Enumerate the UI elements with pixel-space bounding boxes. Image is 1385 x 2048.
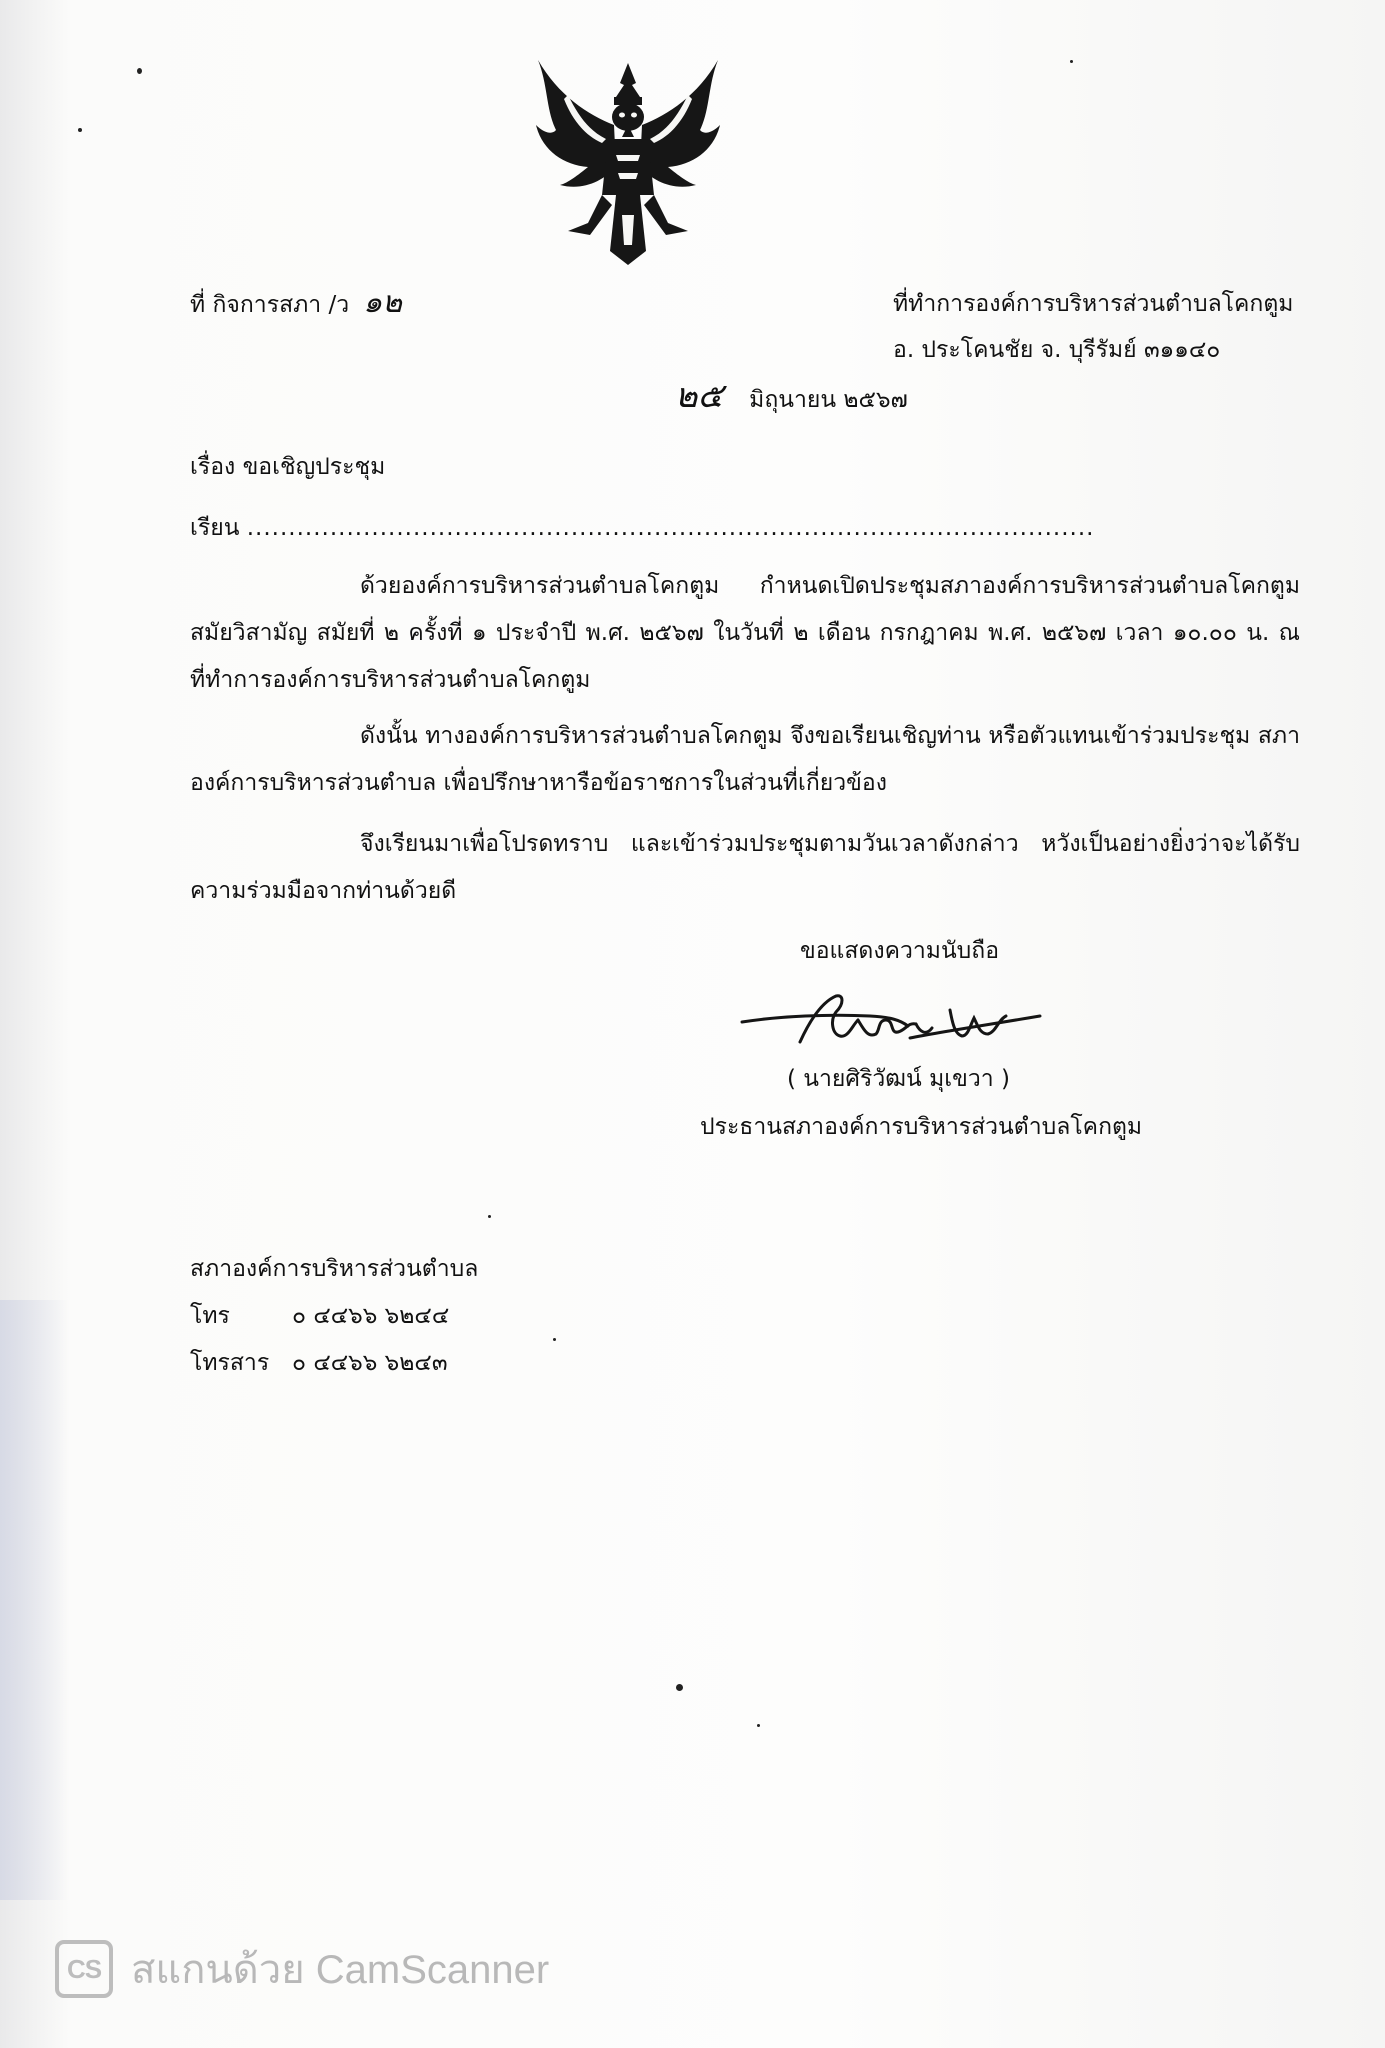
office-address: [893, 281, 1293, 373]
closing-regards: ขอแสดงความนับถือ: [800, 938, 1000, 964]
office-address-line2: อ. ประโคนชัย จ. บุรีรัมย์ ๓๑๑๔๐: [893, 337, 1221, 363]
document-number-value: ๑๒: [363, 285, 402, 320]
handwritten-signature: [740, 990, 1050, 1065]
recipient-label: เรียน: [190, 515, 240, 541]
camscanner-watermark-text: สแกนด้วย CamScanner: [131, 1948, 550, 1992]
camscanner-logo-icon: CS: [55, 1940, 113, 1998]
subject-value: ขอเชิญประชุม: [242, 454, 386, 480]
subject-line: [190, 452, 385, 482]
body-paragraph-2: [190, 713, 1300, 807]
scan-speck: [676, 1684, 683, 1691]
signatory-name: ( นายศิริวัฒน์ มุเขวา ): [787, 1066, 1010, 1092]
scan-speck: [757, 1724, 760, 1727]
scan-speck: [1070, 60, 1073, 63]
document-number-label: ที่ กิจการสภา /ว: [190, 292, 350, 318]
scan-edge-shadow: [0, 1300, 70, 1900]
contact-fax-row: [190, 1340, 478, 1387]
contact-department: สภาองค์การบริหารส่วนตำบล: [190, 1256, 479, 1282]
paragraph-2-text: ดังนั้น ทางองค์การบริหารส่วนตำบลโคกตูม จึงขอเรียนเชิญท่าน หรือตัวแทนเข้าร่วมประชุม สภาองค์การบริหารส่วนตำบล เพื่อปรึกษาหารือข้อราชการในส่วนที่เกี่ยวข้อง: [190, 723, 1300, 796]
signatory-position: ประธานสภาองค์การบริหารส่วนตำบลโคกตูม: [700, 1114, 1143, 1140]
fax-number: ๐ ๔๔๖๖ ๖๒๔๓: [292, 1350, 448, 1376]
phone-label: โทร: [190, 1303, 230, 1329]
body-paragraph-1: [190, 563, 1300, 704]
scan-speck: [488, 1215, 491, 1218]
garuda-emblem-icon: [528, 55, 728, 267]
recipient-dotted-line: ......................................................................................................: [246, 515, 1095, 541]
phone-number: ๐ ๔๔๖๖ ๖๒๔๔: [292, 1303, 450, 1329]
camscanner-watermark: [55, 1940, 549, 1998]
paragraph-3-text: จึงเรียนมาเพื่อโปรดทราบ และเข้าร่วมประชุมตามวันเวลาดังกล่าว หวังเป็นอย่างยิ่งว่าจะได้รับ ความร่วมมือจากท่านด้วยดี: [190, 831, 1300, 904]
scan-speck: [137, 68, 142, 74]
office-address-line1: ที่ทำการองค์การบริหารส่วนตำบลโคกตูม: [893, 291, 1294, 317]
letter-date: [675, 376, 908, 416]
body-paragraph-3: [190, 821, 1300, 915]
scan-speck: [78, 128, 82, 132]
contact-block: [190, 1246, 478, 1387]
date-day: ๒๕: [675, 376, 724, 416]
paragraph-1-text: ด้วยองค์การบริหารส่วนตำบลโคกตูม กำหนดเปิดประชุมสภาองค์การบริหารส่วนตำบลโคกตูม สมัยวิสามัญ สมัยที่ ๒ ครั้งที่ ๑ ประจำปี พ.ศ. ๒๕๖๗ ในวันที่ ๒ เดือน กรกฎาคม พ.ศ. ๒๕๖๗ เวลา ๑๐.๐๐ น. ณ ที่ทำการองค์การบริหารส่วนตำบลโคกตูม: [190, 573, 1300, 693]
fax-label: โทรสาร: [190, 1350, 270, 1376]
date-month-year: มิถุนายน ๒๕๖๗: [749, 387, 908, 413]
scan-speck: [553, 1338, 556, 1341]
recipient-line: [190, 513, 1094, 543]
subject-label: เรื่อง: [190, 454, 236, 480]
document-number: [190, 285, 402, 320]
contact-phone-row: [190, 1293, 478, 1340]
